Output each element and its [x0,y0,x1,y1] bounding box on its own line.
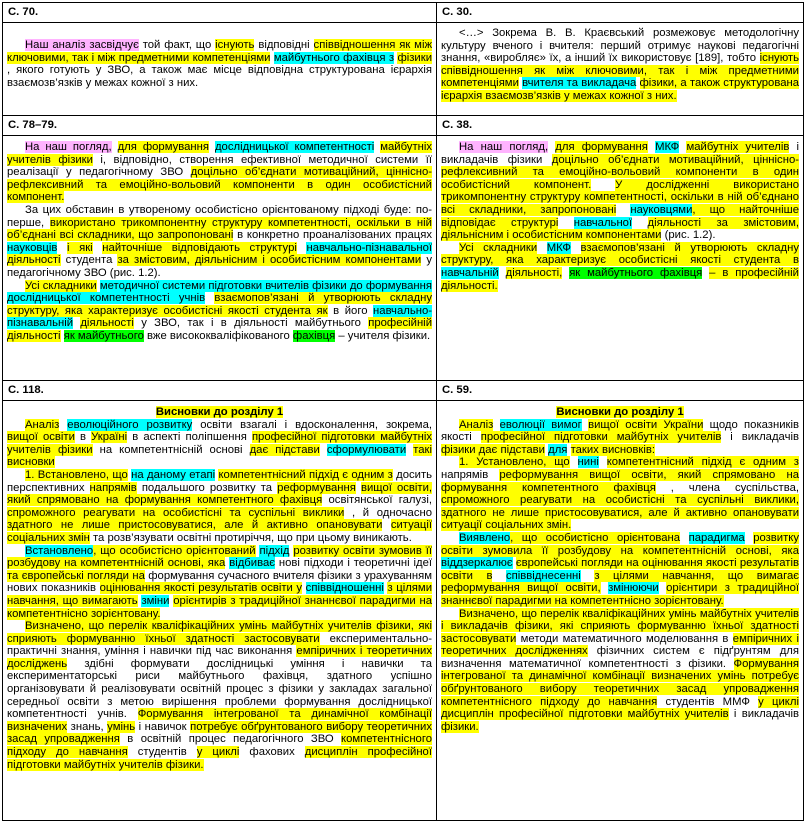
text-run: і викладачів фізики [441,141,800,166]
text-run: в конкретно проаналізованих працях [233,229,432,242]
highlighted-text: взаємопов’язані й утворюють складну структуру, яка характеризує особистісні якості студента в [441,241,800,267]
highlighted-text: 1. Встановлено, що [25,468,128,481]
highlighted-text: фізики [397,51,433,64]
text-run [648,141,655,153]
paragraph [7,545,432,621]
highlighted-text: та європейські погляди на [7,569,145,582]
left-excerpt-3 [3,401,437,821]
text-run: формування сучасного вчителя фізики з урахуванням нових показників [7,569,432,595]
left-page-ref-3: С. 118. [3,381,437,401]
right-excerpt-3 [437,401,804,821]
highlighted-text: умінь [107,720,136,733]
text-run: освітянської галузі, [322,494,432,507]
highlighted-text: МКФ [546,241,571,254]
highlighted-text: для формування [555,141,648,153]
text-run: фахових [239,746,305,759]
paragraph [441,27,799,103]
text-run [558,217,573,229]
text-run: нові підходи і теоретичні ідеї [275,557,433,570]
highlighted-text: європейські погляди на оцінювання якості результатів освіти в [441,557,799,582]
highlighted-text: за змістовим, діяльнісним і особистісним компонентами [117,254,422,267]
text-run: освіти взагалі і вдосконалення, зокрема, [192,418,432,431]
text-run: , якого готують у ЗВО, а також має місце відповідна структурована ієрархія взаємозв’язків у межах кожної з них. [7,64,432,89]
right-conclusions-title: Висновки до розділу 1 [556,406,684,418]
highlighted-text: доцільно об’єднати мотиваційний, ціннісно-рефлексивний та емоційно-вольовий компоненти в один особистісний компонент. [441,153,799,191]
highlighted-text: Усі складники [459,241,538,254]
text-run: і викладачів [721,431,799,444]
text-run [570,456,578,468]
highlighted-text: навчально-пізнавальної [306,241,433,254]
highlighted-text: діяльності, [505,266,563,279]
highlighted-text: вчителя та викладача [522,77,637,90]
highlighted-text: змінюючи [608,582,659,595]
highlighted-text: діяльності [80,317,134,330]
highlighted-text: парадигма [688,531,745,544]
highlighted-text: реформування вищої освіти, який спрямовано на формування компетентного фахівця [441,468,799,494]
highlighted-text: професійній діяльності [7,317,433,342]
text-run: студентів ММФ [657,695,759,708]
highlighted-text: ситуації соціальних змін [7,519,432,544]
highlighted-text: Наш аналіз засвідчує [25,39,139,51]
text-run: та розв’язувати освітні протиріччя, що при цьому виникають. [89,531,412,544]
text-run [616,204,630,216]
highlighted-text: 1. Установлено, що [459,456,570,469]
comparison-table [2,2,804,821]
highlighted-text: використано трикомпонентну структуру компетентності, оскільки в ній об’єднані всі складники, що запропоновані [7,216,432,242]
highlighted-text: такі висновки [7,443,432,469]
text-run: (рис. 1.2). [661,229,716,242]
text-run: щодо показників якості [441,418,799,444]
highlighted-text: вищої освіти України [588,418,704,431]
paragraph [7,39,432,89]
highlighted-text: розвитку освіти зумовила її розбудову на компетентнісній основі, яка [441,531,800,557]
text-run: методи математичного моделювання в [516,632,733,645]
left-page-ref-2: С. 78–79. [3,116,437,136]
text-run: здібні формувати дослідницькі уміння і навички та експериментаторські риси майбутнього фахівця, здатного успішно організовувати й реалізовувати освітній процес з фізики у закладах загальної середньої освіти з метою вирішення проблеми формування дослідницької компетентності учнів. [7,657,432,721]
highlighted-text: методичної системи підготовки вчителів фізики до формування дослідницької компетентності учнів [7,279,433,305]
text-run: знань, [67,720,108,733]
text-run: і, відповідно, створення ефективної методичної системи її реалізації у педагогічному ЗВО [7,153,432,179]
highlighted-text: з цілями навчання, що вимагає реформування вищої освіти, [441,569,800,595]
highlighted-text: і які [67,241,93,254]
text-run [499,267,506,279]
highlighted-text: співвідношення як між ключовими, так і між предметними компетенціями [7,39,433,64]
highlighted-text: фізики. [441,720,479,733]
highlighted-text: професійної підготовки майбутніх учителів [480,431,722,444]
highlighted-text: навчально-пізнавальній [7,304,432,330]
highlighted-text: науковців [7,241,58,254]
text-run [93,242,103,254]
highlighted-text: Формування інтегрованої та динамічної комбінації визначених [7,708,432,733]
text-run: в його [327,304,374,317]
text-run [632,217,647,229]
highlighted-text: дисциплін професійної підготовки майбутніх учителів фізики. [7,746,432,771]
highlighted-text: вищої освіти [7,431,75,444]
text-run: <…> Зокрема В. В. Краєвський розмежовує методологічну культуру вченого і вчителя: перший отримує наукові педагогічні знання, «виробляє» їх, а інший їх використовує [189], тобто [441,27,799,65]
right-excerpt-2 [437,136,804,381]
highlighted-text: орієнтири з традиційної знаннєвої парадигми на компетентнісно зорієнтовану. [441,582,799,607]
highlighted-text: у циклі [196,746,240,759]
text-run [112,141,118,153]
highlighted-text: віддзеркалює [441,557,513,570]
highlighted-text: у циклі дисциплін професійної підготовки майбутніх учителів [441,695,799,721]
highlighted-text: майбутнього фахівця з [273,51,395,64]
text-run: у педагогічному ЗВО (рис. 1.2). [7,254,432,279]
highlighted-text: емпіричних і теоретичних дослідженнях [441,632,799,658]
text-run: відповідні [254,39,314,51]
paragraph [7,280,432,343]
text-run [745,532,754,544]
highlighted-text: вищої освіти, який спрямовано на формування компетентного фахівця [7,481,433,507]
text-run [492,570,506,582]
highlighted-text: оцінювання якості результатів освіти у [99,582,303,595]
text-run [601,582,608,594]
paragraph [441,419,799,457]
text-run: студента [60,254,118,267]
highlighted-text: компетентнісного підходу до навчання [7,733,432,759]
highlighted-text: майбутніх учителів [686,141,790,153]
highlighted-text: діяльності за змістовим, діяльнісним і особистісним компонентами [441,216,799,242]
highlighted-text: емпіричних і теоретичних досліджень [7,645,432,670]
text-run [57,242,67,254]
highlighted-text: діяльності [7,254,61,267]
highlighted-text: фахівця [292,329,336,342]
text-run: напрямів [441,468,500,481]
highlighted-text: спроможного реагувати на особистісні та суспільні виклики [7,506,345,519]
highlighted-text: Аналіз [25,418,60,431]
highlighted-text: На наш погляд, [459,141,549,153]
highlighted-text: науковцями [630,203,693,216]
highlighted-text: нині [577,456,599,469]
paragraph [7,419,432,469]
paragraph [441,456,799,532]
right-page-ref-2: С. 38. [437,116,804,136]
highlighted-text: Аналіз [459,418,494,431]
highlighted-text: , що особистісно орієнтована [510,531,681,544]
right-page-ref-1: С. 30. [437,3,804,23]
text-run [591,179,615,191]
text-run: , й одночасно [344,506,432,519]
highlighted-text: співвідношенні [305,582,384,595]
text-run: студентів [127,746,197,759]
right-page-ref-3: С. 59. [437,381,804,401]
paragraph [7,204,432,280]
left-excerpt-1 [3,23,437,116]
highlighted-text: Встановлено [25,544,94,557]
text-run: фізичних систем є підґрунтям для визначення математичної компетентності з фізики. [441,645,800,670]
highlighted-text: компетентнісний підхід є одним з [218,468,393,481]
highlighted-text: взаємопов’язані й утворюють складну структуру, яка характеризує особистісні якості студента як [7,292,432,317]
highlighted-text: , що найточніше відповідає структурі [441,203,799,229]
text-run: подальшого розвитку та [136,481,278,494]
highlighted-text: відбиває [229,557,275,570]
text-run: на компетентнісній основі [92,443,250,456]
highlighted-text: МКФ [655,141,680,153]
highlighted-text: Визначено, що перелік кваліфікаційних умінь майбутніх учителів і викладачів фізики, які сприяють формуванню їхньої здатності застосовувати [441,607,799,645]
highlighted-text: У дослідженні використано трикомпонентну структуру компетентності, оскільки в ній об’єднано всі складники, запропоновані [441,178,799,216]
highlighted-text: потребує обґрунтованого вибору теоретичних засад упровадження [7,720,432,746]
text-run: і навичок [135,720,191,733]
highlighted-text: сформулювати [326,443,407,456]
highlighted-text: зміни [141,594,170,607]
left-page-ref-1: С. 70. [3,3,437,23]
highlighted-text: співвіднесенні [505,569,581,582]
paragraph [7,620,432,771]
paragraph [7,141,432,204]
highlighted-text: Формування інтегрованої та динамічної комбінації визначених умінь потребує обґрунтованого вибору теоретичних засад упровадження компетентнісного підходу до навчання [441,657,799,708]
highlighted-text: еволюційного розвитку [67,418,193,431]
highlighted-text: таких висновків: [570,443,656,456]
highlighted-text: на даному етапі [131,468,216,481]
highlighted-text: існують співвідношення як між ключовими, так і між предметними компетенціями [441,52,799,90]
highlighted-text: Виявлено [459,531,511,544]
highlighted-text: На наш погляд, [25,141,112,153]
highlighted-text: дослідницької компетентності [214,141,375,153]
left-excerpt-2 [3,136,437,381]
highlighted-text: навчальній [441,266,499,279]
highlighted-text: дає підстави [249,443,320,456]
text-run [599,456,607,468]
left-conclusions-title: Висновки до розділу 1 [155,406,284,418]
text-run [571,242,581,254]
highlighted-text: компетентнісний підхід є одним з [606,456,799,469]
highlighted-text: Визначено, що перелік кваліфікаційних умінь майбутніх учителів фізики, які сприяють формуванню їхньої здатності застосовувати [7,620,432,645]
highlighted-text: фізики, а також структурована ієрархія взаємозв’язків у межах кожної з них. [441,77,799,102]
text-run: і викладачів [728,708,799,721]
highlighted-text: доцільно об’єднати мотиваційний, ціннісно-рефлексивний та емоційно-вольовий компоненти в один особистісний компонент. [7,166,432,204]
text-run: в освітній процес педагогічного ЗВО [119,733,342,746]
text-run: За цих обставин в утвореному особистісно орієнтованому підході буде: по-перше, [7,203,432,229]
text-run: , члена суспільства, [655,481,799,494]
highlighted-text: реформування [277,481,356,494]
text-run [680,532,689,544]
highlighted-text: , що особистісно орієнтований [93,544,256,557]
highlighted-text: для [548,443,568,456]
highlighted-text: майбутніх учителів фізики [7,141,433,166]
text-run: в аспекті поліпшення [127,431,252,444]
highlighted-text: еволюції вимог [499,418,582,431]
paragraph [441,242,799,292]
right-excerpt-1 [437,23,804,116]
highlighted-text: фізики дає підстави [441,443,545,456]
text-run: той факт, що [138,39,216,51]
paragraph [441,532,799,608]
text-run: – учителя фізики. [335,329,431,342]
text-run: у ЗВО, так і в діяльності майбутнього [133,317,369,330]
text-run [493,419,499,431]
paragraph [441,141,799,242]
text-run [320,444,327,456]
text-run: вже висококваліфікованого [143,329,293,342]
text-run: в [74,431,92,444]
text-run: досить перспективних [7,468,432,494]
highlighted-text: підхід [259,544,290,557]
highlighted-text: для формування [117,141,209,153]
text-run [382,519,390,531]
highlighted-text: існують [215,39,255,51]
text-run [581,570,595,582]
highlighted-text: найточніше відповідають структурі [102,241,297,254]
highlighted-text: Україні [91,431,128,444]
paragraph [441,608,799,734]
highlighted-text: розвитку освіти зумовив її розбудову на компетентнісній основі, яка [7,544,432,570]
highlighted-text: – в професійній діяльності. [441,266,799,292]
highlighted-text: здатного не лише пристосовуватися, але й активно опановувати [7,519,383,532]
paragraph [7,469,432,545]
highlighted-text: як майбутнього фахівця [569,266,703,279]
highlighted-text: Усі складники [25,279,97,292]
highlighted-text: навчальної [573,216,633,229]
highlighted-text: напрямів [89,481,137,494]
highlighted-text: з цілями навчання, що вимагають [7,582,433,607]
text-run [537,242,547,254]
text-run: експериментально-практичні знання, уміння і навички під час виконання [7,632,432,658]
highlighted-text: професійної підготовки майбутніх учителів фізики [7,431,433,456]
highlighted-text: орієнтирів з традиційної знаннєвої парадигми на компетентнісно зорієнтовану. [7,594,433,620]
highlighted-text: спроможного реагувати на особистісні та суспільні виклики, здатного не лише пристосовуватися, але й активно опановувати ситуації соціальних змін. [441,494,799,532]
highlighted-text: як майбутнього [63,329,144,342]
